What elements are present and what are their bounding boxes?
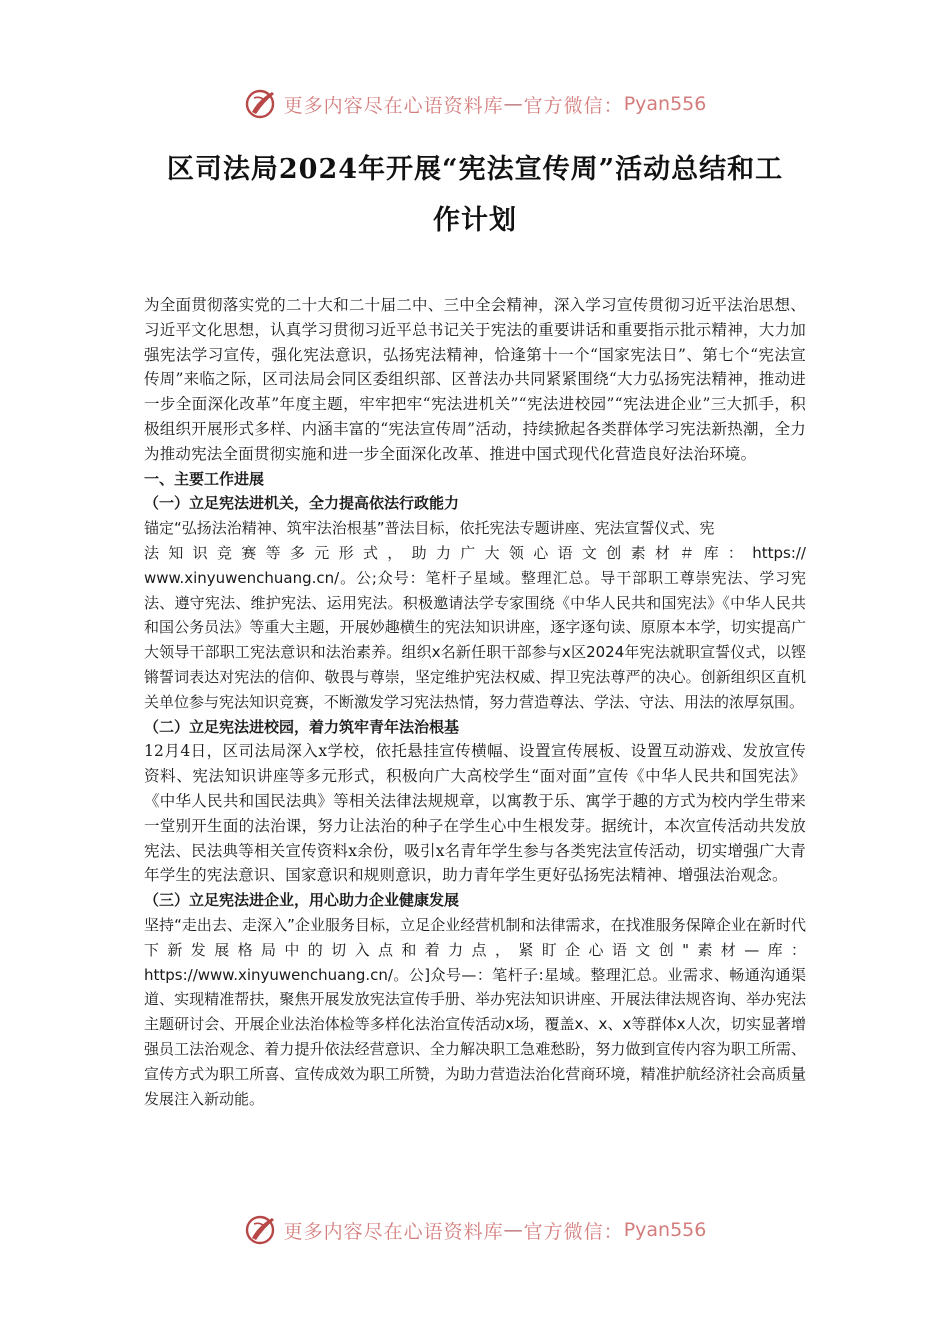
subsection-2-paragraph: 12月4日，区司法局深入x学校，依托悬挂宣传横幅、设置宣传展板、设置互动游戏、发放宣传资料、宪法知识讲座等多元形式，积极向广大高校学生“面对面”宣传《中华人民共和国宪法》《中华人民共和国民法典》等相关法律法规规章，以寓教于乐、寓学于趣的方式为校内学生带来一堂别开生面的法治课，努力让法治的种子在学生心中生根发芽。据统计，本次宣传活动共发放宪法、民法典等相关宣传资料x余份，吸引x名青年学生参与各类宪法宣传活动，切实增强广大青年学生的宪法意识、国家意识和规则意识，助力青年学生更好弘扬宪法精神、增强法治观念。 bbox=[144, 742, 806, 885]
watermark-label: 官方微信： bbox=[523, 94, 624, 117]
brush-logo-icon bbox=[244, 1212, 280, 1248]
watermark-separator: — bbox=[503, 93, 524, 115]
watermark-id: Pyan556 bbox=[623, 93, 707, 115]
subsection-1-paragraph bbox=[144, 516, 806, 714]
subsection-3-paragraph: 坚持“走出去、走深入”企业服务目标，立足企业经营机制和法律需求，在找准服务保障企业在新时代下新发展格局中的切入点和着力点，紧盯企心语文创"素材—库：https://www.xinyuwenchuang.cn/。公]众号—：笔杆子:星域。整理汇总。业需求、畅通沟通渠道、实现精准帮扶，聚焦开展发放宪法宣传手册、举办宪法知识讲座、开展法律法规咨询、举办宪法主题研讨会、开展企业法治体检等多样化法治宣传活动x场，覆盖x、x、x等群体x人次，切实显著增强员工法治观念、着力提升依法经营意识、全力解决职工急难愁盼，努力做到宣传内容为职工所需、宣传方式为职工所喜、宣传成效为职工所赞，为助力营造法治化营商环境，精准护航经济社会高质量发展注入新动能。 bbox=[144, 915, 806, 1108]
watermark-text: 更多内容尽在心语资料库 bbox=[283, 1220, 504, 1243]
document-body bbox=[144, 293, 806, 1111]
subsection-heading-1: （一）立足宪法进机关，全力提高依法行政能力 bbox=[144, 494, 460, 513]
title-line-2: 作计划 bbox=[433, 205, 517, 236]
watermark-header bbox=[0, 84, 950, 124]
watermark-footer bbox=[0, 1210, 950, 1250]
brush-logo-icon bbox=[244, 86, 280, 122]
watermark-id: Pyan556 bbox=[623, 1219, 707, 1241]
subsection-1-line-1: 锚定“弘扬法治精神、筑牢法治根基”普法目标，依托宪法专题讲座、宪法宣誓仪式、宪 bbox=[144, 519, 715, 538]
subsection-1-line-2: 法知识竞赛等多元形式，助力广大领心语文创素材＃库：https:// bbox=[144, 543, 806, 562]
intro-paragraph: 为全面贯彻落实党的二十大和二十届二中、三中全会精神，深入学习宣传贯彻习近平法治思想、习近平文化思想，认真学习贯彻习近平总书记关于宪法的重要讲话和重要指示批示精神，大力加强宪法学习宣传，强化宪法意识，弘扬宪法精神，恰逢第十一个“国家宪法日”、第七个“宪法宣传周”来临之际，区司法局会同区委组织部、区普法办共同紧紧围绕“大力弘扬宪法精神，推动进一步全面深化改革”年度主题，牢牢把牢“宪法进机关”“宪法进校园”“宪法进企业”三大抓手，积极组织开展形式多样、内涵丰富的“宪法宣传周”活动，持续掀起各类群体学习宪法新热潮，全力为推动宪法全面贯彻实施和进一步全面深化改革、推进中国式现代化营造良好法治环境。 bbox=[144, 296, 806, 463]
document-title bbox=[130, 144, 820, 246]
title-line-1: 区司法局2024年开展“宪法宣传周”活动总结和工 bbox=[166, 154, 784, 185]
subsection-heading-3: （三）立足宪法进企业，用心助力企业健康发展 bbox=[144, 891, 460, 910]
watermark-text: 更多内容尽在心语资料库 bbox=[283, 94, 504, 117]
watermark-label: 官方微信： bbox=[523, 1220, 624, 1243]
subsection-1-rest: www.xinyuwenchuang.cn/。公;众号：笔杆子星域。整理汇总。导干部职工尊崇宪法、学习宪法、遵守宪法、维护宪法、运用宪法。积极邀请法学专家围绕《中华人民共和国宪法》《中华人民共和国公务员法》等重大主题，开展妙趣横生的宪法知识讲座，逐字逐句读、原原本本学，切实提高广大领导干部职工宪法意识和法治素养。组织x名新任职干部参与x区2024年宪法就职宣誓仪式，以铿锵誓词表达对宪法的信仰、敬畏与尊崇，坚定维护宪法权威、捍卫宪法尊严的决心。创新组织区直机关单位参与宪法知识竞赛，不断激发学习宪法热情，努力营造尊法、学法、守法、用法的浓厚氛围。 bbox=[144, 568, 806, 711]
subsection-heading-2: （二）立足宪法进校园，着力筑牢青年法治根基 bbox=[144, 717, 460, 736]
section-heading-1: 一、主要工作进展 bbox=[144, 469, 265, 488]
watermark-separator: — bbox=[503, 1219, 524, 1241]
